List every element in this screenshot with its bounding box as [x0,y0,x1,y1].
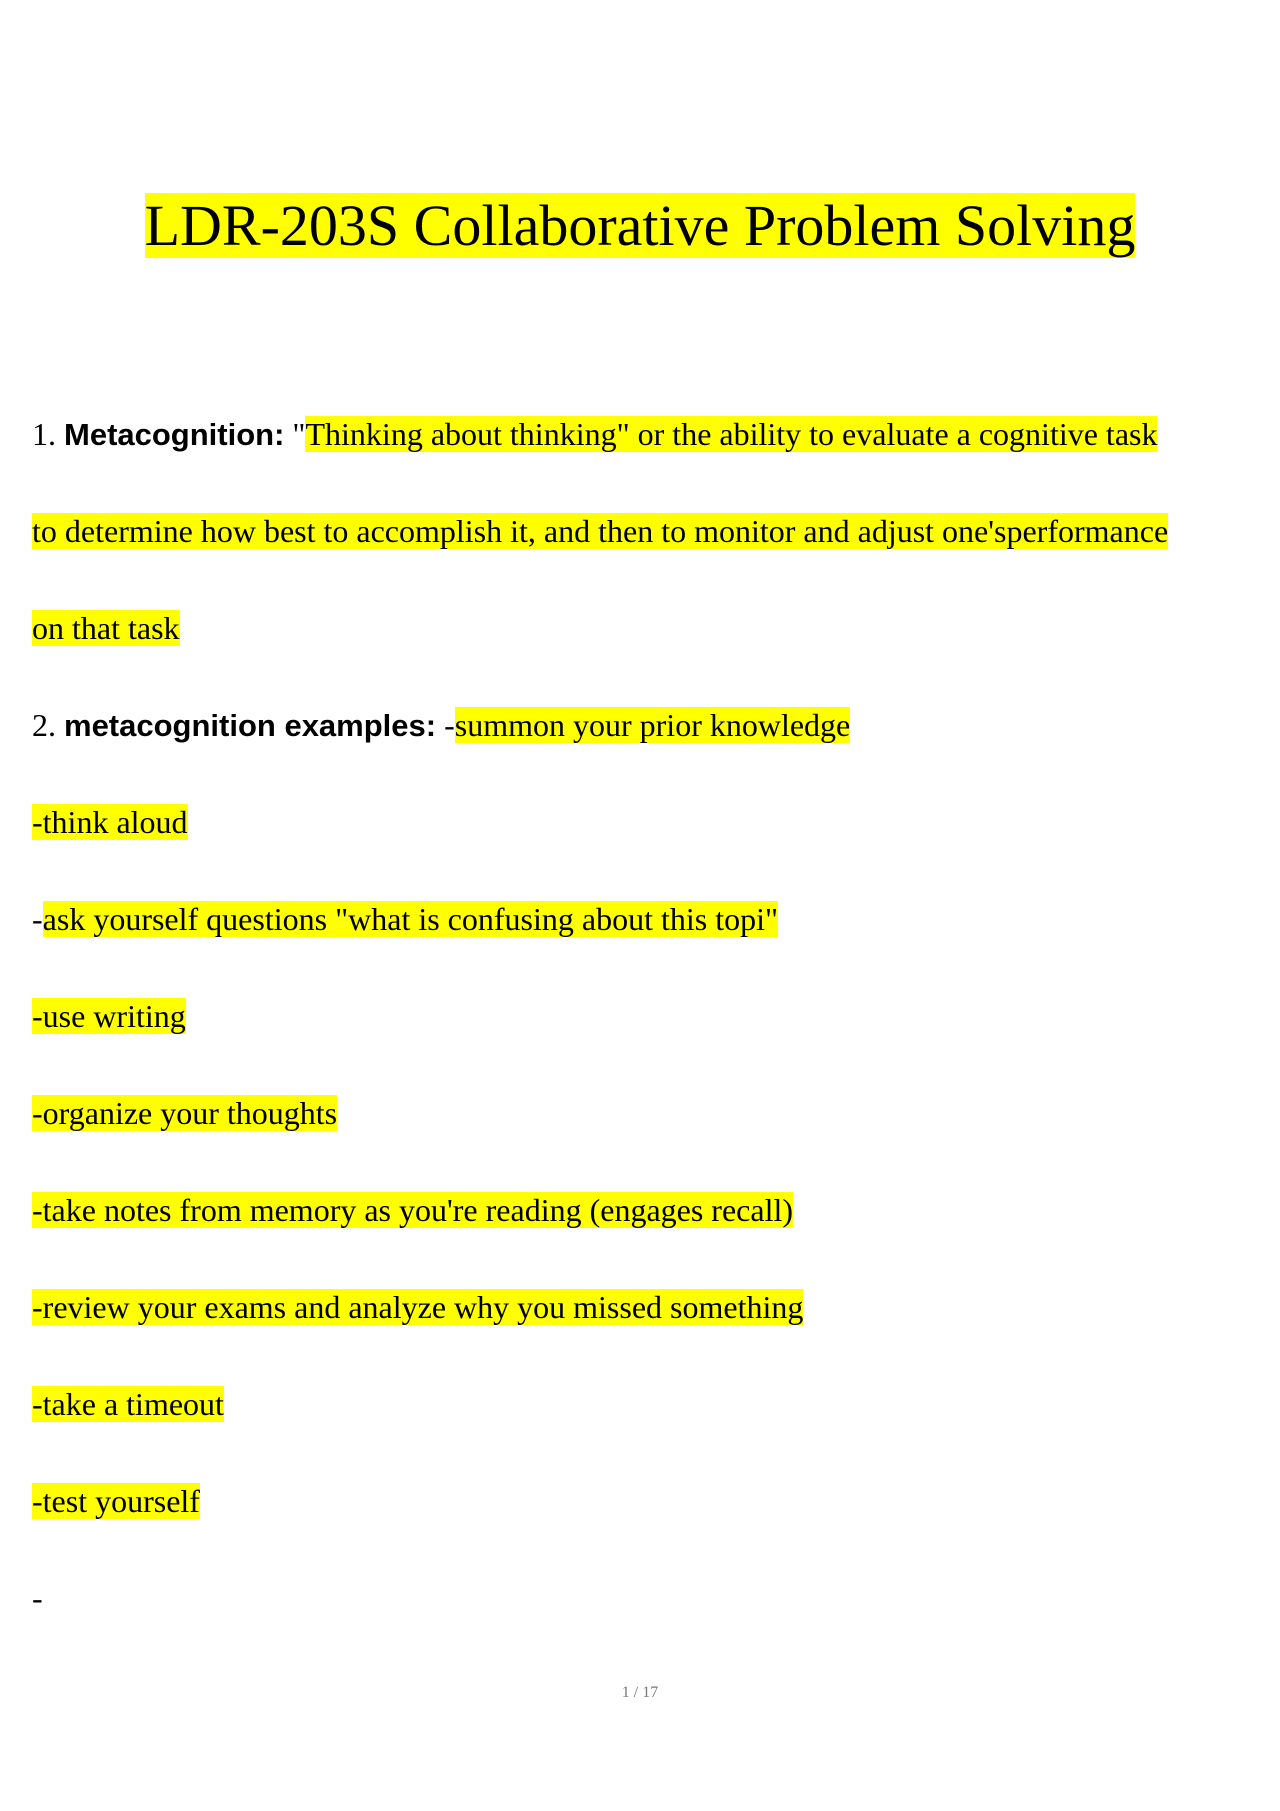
item-1-lead: " [292,416,306,452]
example-text: ask yourself questions "what is confusing about this topi" [42,901,779,937]
example-line [32,1093,337,1133]
item-1-line-1 [32,414,1157,455]
item-1-definition-2: to determine how best to accomplish it, and then to monitor and adjust one'sperformance [32,513,1169,549]
item-2-number: 2. [32,707,56,743]
example-text: -test yourself [32,1483,200,1519]
item-2-line-1 [32,705,850,746]
example-text: -review your exams and analyze why you missed something [32,1289,804,1325]
item-1-line-3 [32,608,180,648]
title-text: LDR-203S Collaborative Problem Solving [144,193,1136,258]
item-1-term: Metacognition: [64,417,285,452]
item-2-lead: - [444,707,455,743]
page-indicator: 1 / 17 [621,1684,659,1701]
example-text: -think aloud [32,804,188,840]
trailing-dash [32,1578,43,1618]
example-line [32,1287,803,1327]
item-2-first-example: summon your prior knowledge [454,707,851,743]
trailing-dash-text: - [32,1580,43,1616]
example-text: -take notes from memory as you're reading (engages recall) [32,1192,793,1228]
example-text: -take a timeout [32,1386,224,1422]
item-1-number: 1. [32,416,56,452]
document-title [0,190,1280,262]
example-lead: - [32,901,43,937]
example-line [32,802,188,842]
example-line [32,1190,793,1230]
item-1-definition-1: Thinking about thinking" or the ability to evaluate a cognitive task [305,416,1158,452]
example-line [32,899,778,939]
item-1-line-2 [32,511,1168,551]
example-line [32,1384,224,1424]
example-line [32,1481,200,1521]
item-1-definition-3: on that task [32,610,180,646]
example-text: -use writing [32,998,186,1034]
example-line [32,996,186,1036]
item-2-term: metacognition examples: [64,708,437,743]
example-text: -organize your thoughts [32,1095,338,1131]
